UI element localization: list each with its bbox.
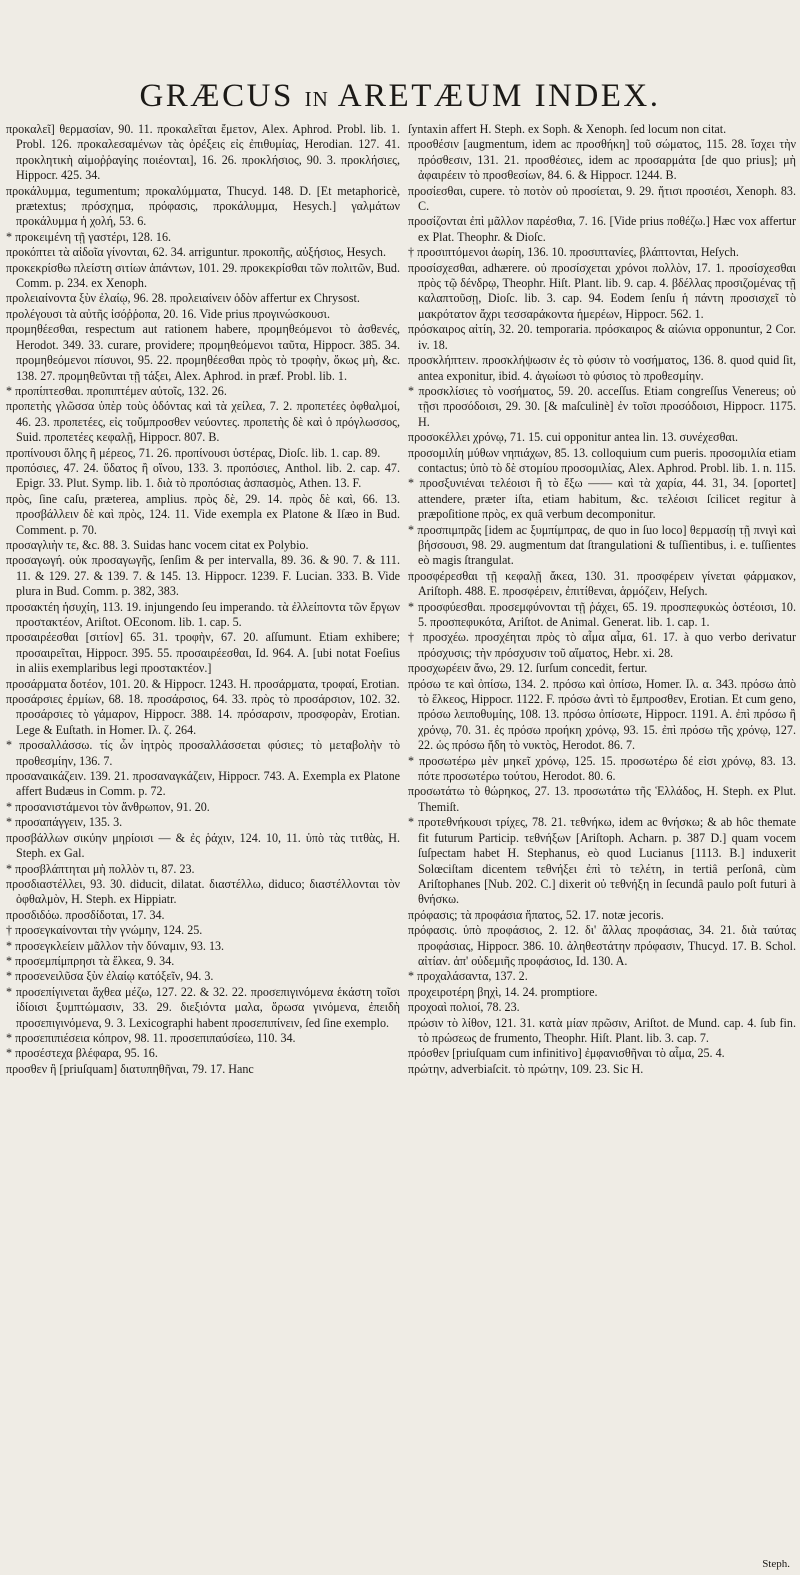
index-entry: προλέγουσι τὰ αὐτῆς ἰσόῤῥοπα, 20. 16. Vide prius προγινώσκουσι. [6,306,330,321]
index-entry: προσωτάτω τὸ θώρηκος, 27. 13. προσωτάτω τῆς Ἑλλάδος, H. Steph. ex Plut. Themiſt. [408,784,796,814]
index-entry: προσάρματα δοτέον, 101. 20. & Hippocr. 1243. H. προσάρματα, τροφαί, Erotian. [6,676,400,691]
index-entry: προσοκέλλει χρόνῳ, 71. 15. cui opponitur antea lin. 13. συνέχεσθαι. [408,430,738,445]
index-entry: προσίεσθαι, cupere. τὸ ποτὸν οὐ προσίεται, 9. 29. ἥτισι προσιέσι, Xenoph. 83. C. [408,183,796,214]
index-entry: προσβάλλων σικύην μηρίοισι — & ἐς ῥάχιν, 124. 10, 11. ὑπὸ τὰς τιτθὰς, H. Steph. ex Gal. [6,830,400,861]
index-entry: * προσφύεσθαι. προσεμφύνονται τῇ ῥάχει, 65. 19. προσπεφυκὼς ὀστέοισι, 10. 5. προσπεφυκότα, Ariſtot. de Animal. Generat. lib. 1. cap. 1. [408,599,796,629]
index-entry: * προσπιμπρᾶς [idem ac ξυμπίμπρας, de quo in ſuo loco] θερμασίῃ τῇ πνιγὶ καὶ βήσσουσι, 98. 29. augmentum dat ſtrangulationi & tuſſientibus, i. e. tuſſientes eò magis ſtrangulat. [408,522,796,568]
index-entry: πρόσκαιρος αἰτίη, 32. 20. temporaria. πρόσκαιρος & αἰώνια opponuntur, 2 Cor. iv. 18. [408,322,796,352]
index-entry: προκάλυμμα, tegumentum; προκαλύμματα, Thucyd. 148. D. [Et metaphoricè, prætextus; πρόσχημα, πρόφασις, προκάλυμμα, Hesych.] γαλμάτων προκάλυμμα ἡ χολή, 53. 6. [6,183,400,229]
index-column-right [408,122,796,1077]
title-part1: GRÆCUS [139,78,294,114]
index-entry: προσίζονται ἐπὶ μᾶλλον παρέσθια, 7. 16. [Vide prius ποθέζω.] Hæc vox affertur ex Plat. Theophr. & Dioſc. [408,214,796,244]
index-entry: * προσεπιπιέσεια κόπρον, 98. 11. προσεπιπαύσίεω, 110. 34. [6,1030,296,1045]
index-entry: * προκειμένη τῇ γαστέρι, 128. 16. [6,229,172,244]
index-entry: * προσεγκλείειν μᾶλλον τὴν δύναμιν, 93. 13. [6,938,225,953]
title-part2: IN [304,87,329,111]
index-entry: πρώσιν τὸ λίθον, 121. 31. κατὰ μίαν πρῶσιν, Ariſtot. de Mund. cap. 4. ſub fin. τὸ πρώσεως de frumento, Theophr. Hiſt. Plant. lib. 3. cap. 7. [408,1015,796,1045]
index-entry: προπίνουσι ὅλης ἢ μέρεος, 71. 26. προπίνουσι ὑστέρας, Dioſc. lib. 1. cap. 89. [6,445,381,460]
index-entry: προχοαὶ πολιοί, 78. 23. [408,1000,520,1015]
index-entry: * προσέστεχα βλέφαρα, 95. 16. [6,1046,158,1061]
index-entry: προσακτέη ἡσυχίη, 113. 19. injungendo ſeu imperando. τὰ ἐλλείποντα τῶν ἔργων προστακτέον, Ariſtot. OEconom. lib. 1. cap. 5. [6,599,400,629]
index-entry: προκαλεῖ] θερμασίαν, 90. 11. προκαλεῖται ἔμετον, Alex. Aphrod. Probl. lib. 1. Probl. 126. προκαλεσαμένων τὰς ὀρέξεις εἰς ἐπιθυμίας, Herodian. 127. 41. προκλητικὴ αἱμοῤῥαγίης ποιέονται], 16. 26. προκλήσιος, 90. 3. προκλήσιες, Hippocr. 425. 34. [6,122,400,183]
index-entry: προσφέρεσθαι τῇ κεφαλῇ ἄκεα, 130. 31. προσφέρειν γίνεται φάρμακον, Ariſtoph. 488. E. προσφέρειν, ἐπιτίθεναι, ἁρμόζειν, Heſych. [408,568,796,599]
index-entry: προσομιλίη μύθων νηπιάχων, 85. 13. colloquium cum pueris. προσομιλία etiam contactus; ὑπὸ τὸ δὲ στομίου προσομιλίας, Alex. Aphrod. Probl. lib. 1. n. 115. [408,445,796,475]
index-entry: † προσιπτόμενοι ἀωρίη, 136. 10. προσιπτανίες, βλάπτονται, Heſych. [408,245,739,260]
index-entry: προσαναικάζειν. 139. 21. προσαναγκάζειν, Hippocr. 743. A. Exempla ex Platone affert Budæus in Comm. p. 72. [6,769,400,799]
index-entry: * προσανιστάμενοι τὸν ἄνθρωπον, 91. 20. [6,799,210,814]
index-entry: προσθέσιν [augmentum, idem ac προσθήκη] τοῦ σώματος, 115. 28. ἴσχει τὴν πρόσθεσιν, 131. 21. προσθέσιες, idem ac προσαρμάτα [de quo prius]; μὴ ἀφαιρέειν τὸ προσθεσίων, 84. 6. & Hippocr. 1244. B. [408,137,796,183]
index-entry: προσθεν ἢ [priuſquam] διατυπηθῆναι, 79. 17. Hanc [6,1061,254,1076]
index-entry: πρὸς, ſine caſu, præterea, amplius. πρὸς δὲ, 29. 14. πρὸς δὲ καὶ, 66. 13. προσβάλλειν δὲ καὶ πρὸς, 124. 11. Vide exempla ex Platone & Iſæo in Bud. Comment. p. 70. [6,491,400,537]
index-entry: * προσενειλῦσα ξὺν ἐλαίῳ κατόξεῖν, 94. 3. [6,969,214,984]
index-entry: προσαγωγή. οὐκ προσαγωγῆς, ſenſim & per intervalla, 89. 36. & 90. 7. & 111. 11. & 129. 27. & 139. 7. & 145. 13. Hippocr. 1239. F. Lucian. 333. B. Vide plura in Bud. Comm. p. 382, 383. [6,553,400,599]
index-entry: * προτεθνήκουσι τρίχες, 78. 21. τεθνήκω, idem ac θνήσκω; & ab hôc themate fit futurum Particip. τεθνήξων [Ariſtoph. Acharn. p. 387 D.] quam vocem ſuſpectam habet H. Stephanus, eò quod Lucianus [1113. B.] induxerit Solœciſtam dicentem τεθνήξει ἐπὶ τὸ τελέτη, in tertiâ perſonâ, cùm Ariſtophanes [Nub. 202. C.] dixerit οὐ τεθνήξη in ſecundâ paulo poſt futuri à θνήσκω. [408,815,796,907]
index-entry: πρόσω τε καὶ ὀπίσω, 134. 2. πρόσω καὶ ὀπίσω, Homer. Ιλ. α. 343. πρόσω ἀπὸ τὸ ἕλκεος, Hippocr. 1122. F. πρόσω ἀντὶ τὸ ἔμπροσθεν, Erotian. Et cum geno, πρόσω λειποθυμίης, 108. 13. πρόσω ὀπίσωτε, Hippocr. 1191. A. ἐπὶ πρόσω ἢ χρόνῳ, 70. 31. ἐς πρόσω προήκη χρόνῳ, 93. 15. ἐπὶ πρόσω τῆς χρόνῳ, 127. 22. ὡς πρόσω ἤδη τὸ νυκτὸς, Herodot. 86. 7. [408,676,796,753]
index-entry: πρώτην, adverbiaſcit. τὸ πρώτην, 109. 23. Sic H. [408,1061,644,1076]
index-entry: προσαιρέεσθαι [σιτίον] 65. 31. τροφὴν, 67. 20. aſſumunt. Etiam exhibere; προσαιρεῖται, Hippocr. 395. 55. προσαιρέεσθαι, Id. 964. A. [ubi notat Foeſius in aliis exemplaribus legi προστακτέον.] [6,630,400,676]
index-entry: * προσεπίγινεται ἄχθεα μέζω, 127. 22. & 32. 22. προσεπιγινόμενα ἑκάστη τοῖσι ἰδίοισι ξυμπτώμασιν, 33. 29. διεξιόντα μαλα, ὅρωσα γινόμενα, ἐπειδὴ προσεπιγινόμενα, 9. 3. Lexicographi habent προσεπιπίνειν, ſed ſine exemplo. [6,984,400,1030]
index-entry: * προσξυνιέναι τελέοισι ἢ τὸ ἔξω —— καὶ τὰ χαρία, 44. 31, 34. [oportet] attendere, præter iſta, etiam habitum, &c. τελέοισι ſcilicet regitur à præpoſitione πρὸς, ex quâ verbum decomponitur. [408,476,796,522]
index-entry: πρόσθεν [priuſquam cum infinitivo] ἐμφανισθῆναι τὸ αἷμα, 25. 4. [408,1046,725,1061]
index-entry: † προσεγκαίνονται τὴν γνώμην, 124. 25. [6,923,203,938]
index-entry: * προσωτέρω μὲν μηκεῖ χρόνῳ, 125. 15. προσωτέρω δέ εἰσι χρόνῳ, 83. 13. πότε προσωτέρω τούτου, Herodot. 80. 6. [408,753,796,784]
index-entry: * προσαπάγγειν, 135. 3. [6,815,123,830]
index-entry: * προσαλλάσσω. τίς ὧν ἰητρὸς προσαλλάσσεται φύσιες; τὸ μεταβολὴν τὸ προθεσμίην, 136. 7. [6,738,400,768]
index-entry: † προσχέω. προσχέηται πρὸς τὸ αἷμα αἷμα, 61. 17. à quo verbo derivatur πρόσχυσις; τὴν πρόσχυσιν τοῦ αἵματος, Hebr. xi. 28. [408,630,796,660]
index-entry: προσάρσιες ἐρμίων, 68. 18. προσάρσιος, 64. 33. πρὸς τὸ προσάρσιον, 102. 32. προσάρσιες τὸ γάμαρον, Hippocr. 388. 14. πρόσαρσιν, προσφορὰν, Erotian. Lege & Euſtath. in Homer. Ιλ. ζ. 264. [6,692,400,737]
index-entry: προσδιαστέλλει, 93. 30. diducit, dilatat. διαστέλλω, diduco; διαστέλλονται τὸν ὀφθαλμὸν, H. Steph. ex Hippiatr. [6,876,400,907]
index-entry: * προσβλάπτηται μὴ πολλὸν τι, 87. 23. [6,861,195,876]
index-entry: προσδιδόω. προσδίδοται, 17. 34. [6,907,165,922]
index-entry: προπόσιες, 47. 24. ὕδατος ἢ οἴνου, 133. 3. προπόσιες, Anthol. lib. 2. cap. 47. Epigr. 33. Plut. Symp. lib. 1. διὰ τὸ προπόσιας ἀσπασμὸς, Athen. 13. F. [6,460,400,491]
index-entry: ſyntaxin affert H. Steph. ex Soph. & Xenoph. ſed locum non citat. [408,122,727,136]
index-entry: προμηθέεσθαι, respectum aut rationem habere, προμηθεόμενοι τὸ ἀσθενές, Herodot. 349. 33. curare, providere; προμηθεόμενοι ταῦτα, Hippocr. 385. 34. προμηθεόμενοι πίσυνοι, 95. 22. προμηθέεσθαι πρὸς τὸ τροφὴν, ὅκως μὴ, &c. 138. 27. προμηθεῦνται τῇ τάξει, Alex. Aphrod. in præf. Probl. lib. 1. [6,322,400,383]
index-entry: πρόφασις; τὰ προφάσια ἥπατος, 52. 17. notæ jecoris. [408,907,664,922]
index-entry: προκεκρίσθω πλείστη σιτίων ἀπάντων, 101. 29. προκεκρίσθαι τῶν πολιτῶν, Bud. Comm. p. 234. ex Xenoph. [6,260,400,291]
index-column-left [6,122,400,1077]
index-entry: * προχαλάσαντα, 137. 2. [408,969,528,984]
index-entry: πρόφασις. ὑπὸ προφάσιος, 2. 12. δι' ἄλλας προφάσιας, 34. 21. διὰ ταύτας προφάσιας, Hippocr. 386. 10. ἀληθεστάτην πρόφασιν, Thucyd. 17. B. Schol. αἰτίαν. ἀπ' οὐδεμιῆς προφάσιος, Id. 130. A. [408,923,796,968]
index-entry: * προσεμπίμπρησι τὰ ἕλκεα, 9. 34. [6,953,175,968]
title-part3: ARETÆUM INDEX. [337,78,661,114]
index-entry: * προπίπτεσθαι. προπιπτέμεν αὐτοῖς, 132. 26. [6,383,227,398]
index-entry: προχειροτέρη βηχὶ, 14. 24. promptiore. [408,984,598,999]
page-title [0,78,800,115]
index-entry: * προσκλίσιες τὸ νοσήματος, 59. 20. acceſſus. Etiam congreſſus Venereus; οὐ τῇσι προσόδοισι, 29. 30. [& maſculinè] ἐν τοῖσι προσόδοισι, Hippocr. 1175. H. [408,383,796,429]
index-entry: προσαγλιὴν τε, &c. 88. 3. Suidas hanc vocem citat ex Polybio. [6,537,309,552]
index-entry: προσίσχεσθαι, adhærere. οὐ προσίσχεται χρόνοι πολλὸν, 17. 1. προσίσχεσθαι πρὸς τῷ δένδρῳ, Theophr. Hiſt. Plant. lib. 9. cap. 4. βδέλλας προσιζομένας τῇ καλαπτοῦσῃ, Dioſc. lib. 3. cap. 94. Eodem ſenſu ἡ πάντη προσισχεῖ τὸ μακρότατον ἄχρι τεσσαράκοντα ἡμερέων, Hippocr. 562. 1. [408,260,796,321]
index-entry: προσκλήπτειν. προσκλήψωσιν ἐς τὸ φύσιν τὸ νοσήματος, 136. 8. quod quid ſit, antea exponitur, ibid. 4. ἀγωίωσι τὸ φύσιος τὸ προθεσμίην. [408,353,796,383]
index-entry: προπετὴς γλῶσσα ὑπὲρ τοὺς ὀδόντας καὶ τὰ χείλεα, 7. 2. προπετέες ὀφθαλμοί, 46. 23. προπετέες, εἰς τοὔμπροσθεν νεύοντες. προπετὴς δὲ καὶ ὁ πρόγλωσσος, Suid. προπετέες κεφαλῇ, Hippocr. 807. B. [6,399,400,445]
index-entry: προλειαίνοντα ξὺν ἐλαίῳ, 96. 28. προλειαίνειν ὁδὸν affertur ex Chrysost. [6,291,360,306]
index-entry: προσχωρέειν ἄνω, 29. 12. ſurſum concedit, fertur. [408,661,648,676]
index-entry: προκόπτει τὰ αἰδοῖα γίνονται, 62. 34. arriguntur. προκοπῆς, αὐξήσιος, Hesych. [6,245,386,260]
catchword: Steph. [762,1558,790,1570]
